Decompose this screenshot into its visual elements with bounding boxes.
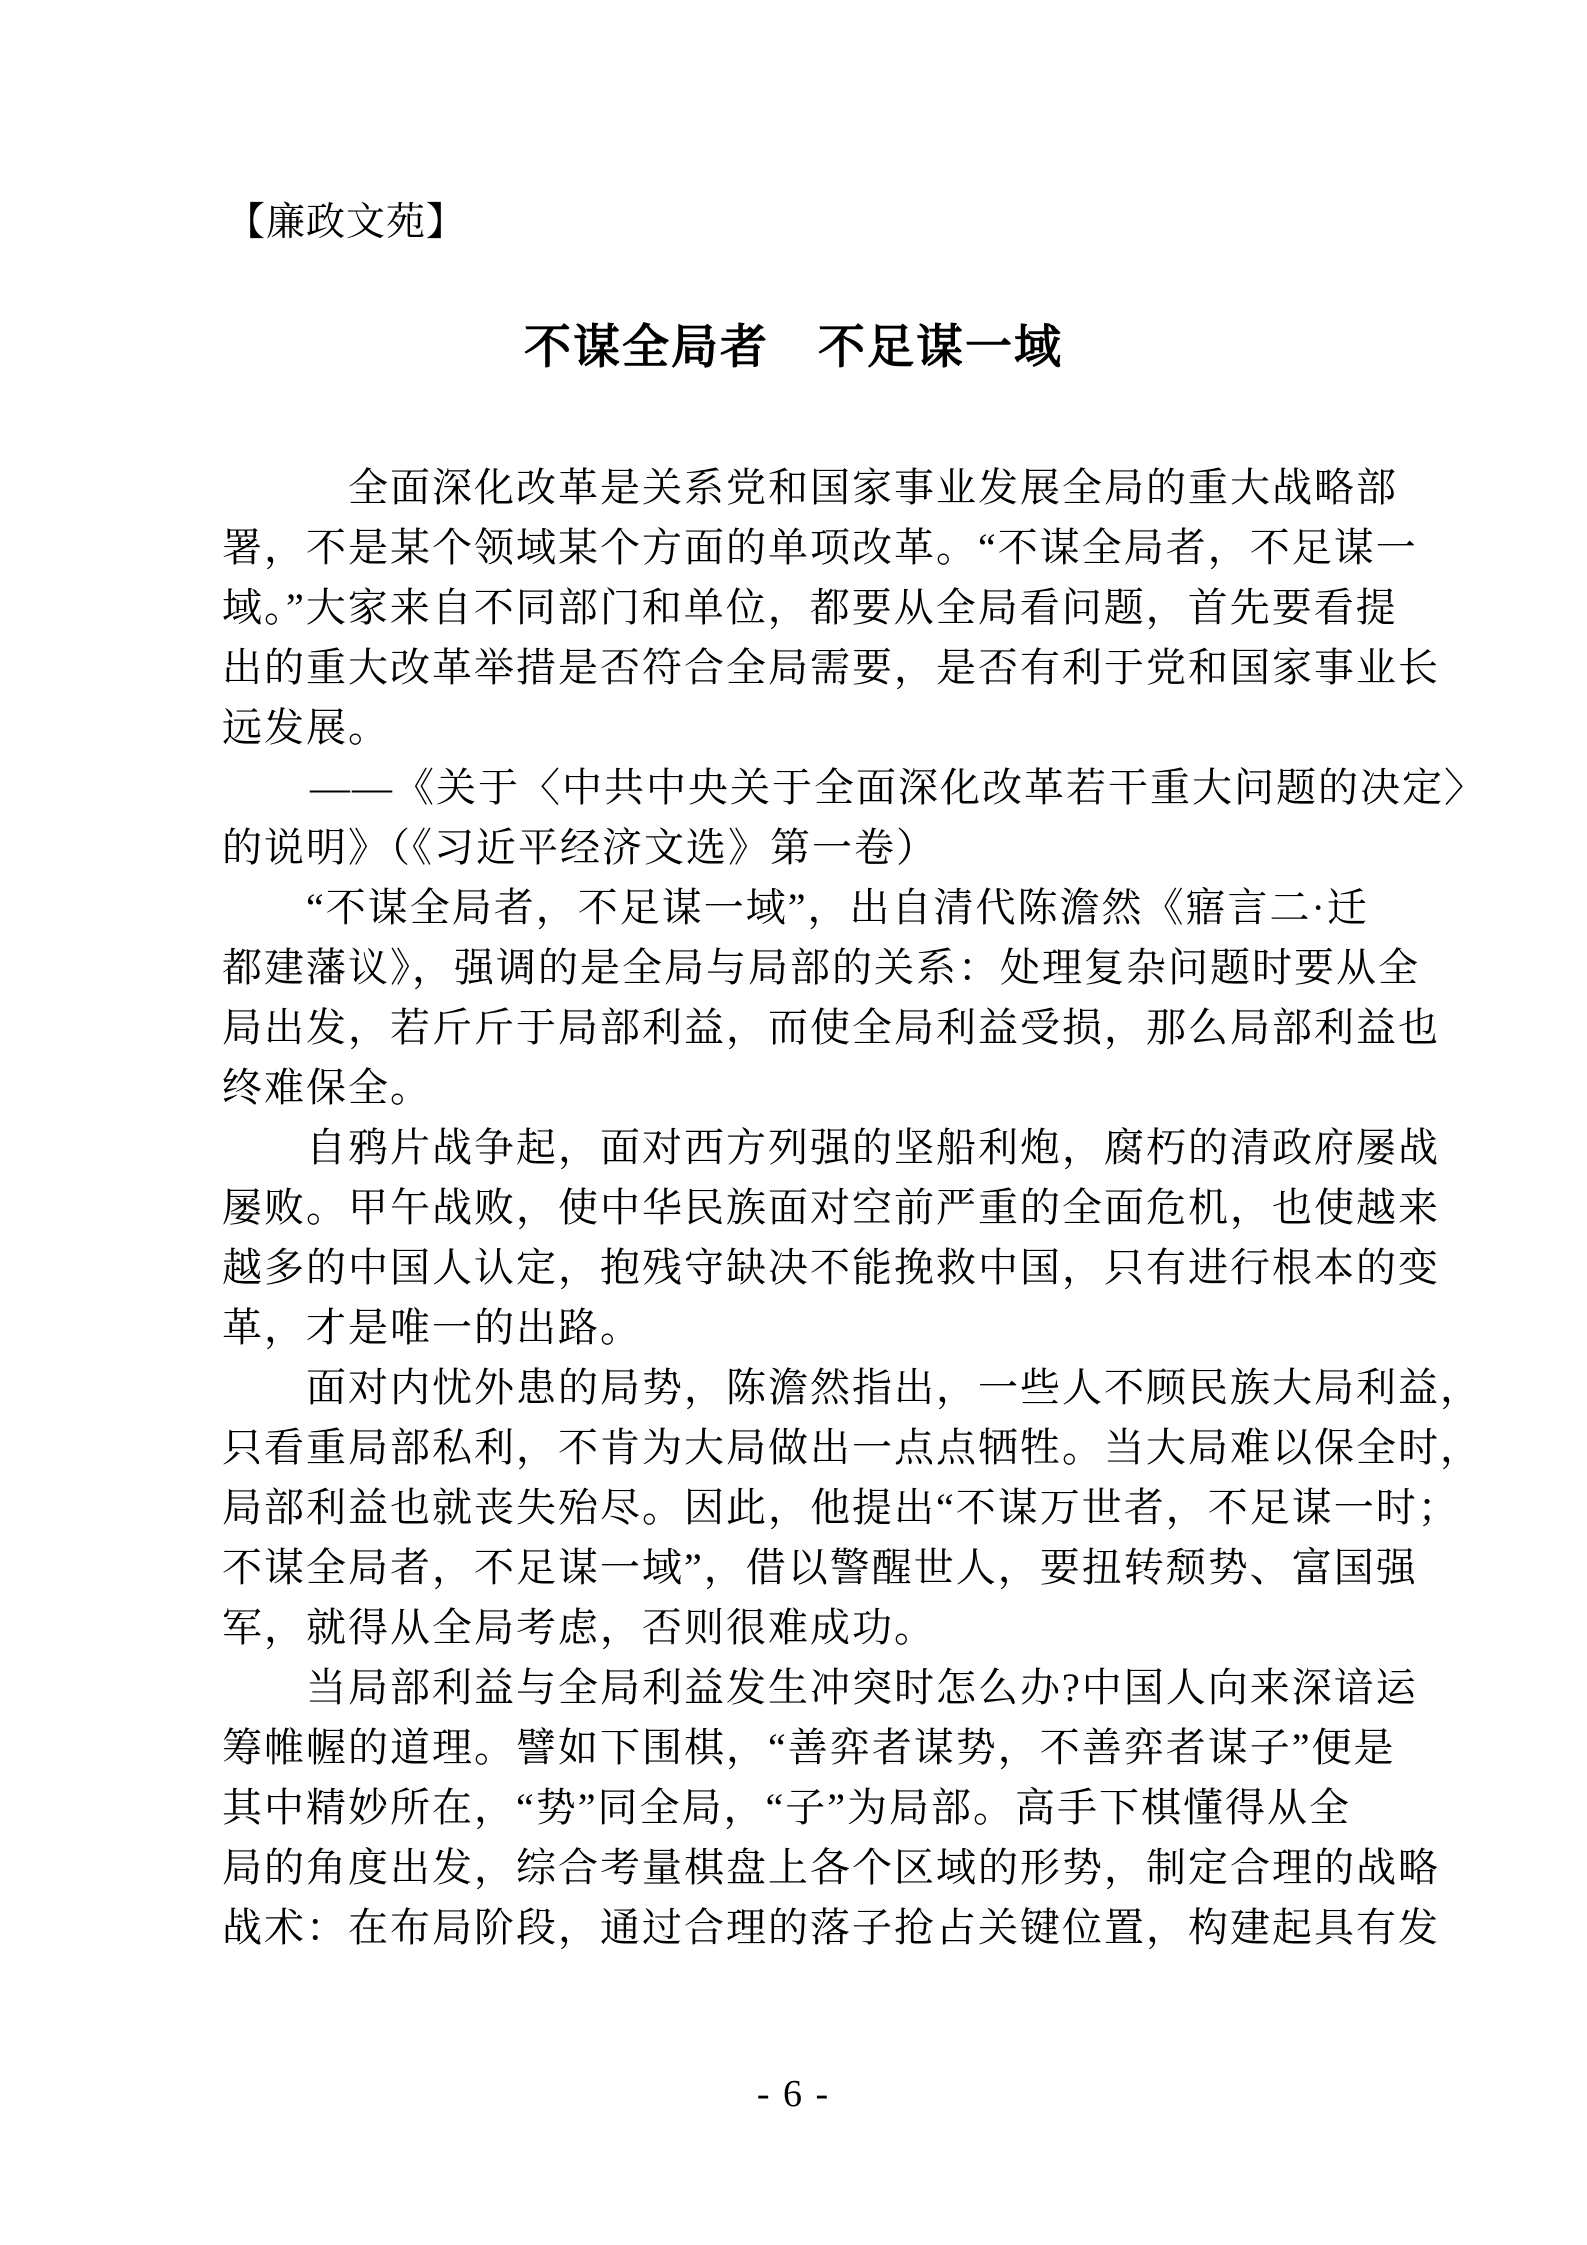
text-line: 全面深化改革是关系党和国家事业发展全局的重大战略部 bbox=[348, 465, 1398, 510]
text-line: 都建藩议》，强调的是全局与局部的关系：处理复杂问题时要从全 bbox=[222, 945, 1420, 990]
text-line: “不谋全局者，不足谋一域”，出自清代陈澹然《寤言二·迁 bbox=[306, 885, 1369, 930]
text-line: 当局部利益与全局利益发生冲突时怎么办?中国人向来深谙运 bbox=[306, 1665, 1418, 1710]
paragraph bbox=[222, 1118, 1502, 1358]
text-line: 的说明》（《习近平经济文选》第一卷） bbox=[222, 825, 938, 870]
article-body bbox=[222, 458, 1502, 1958]
text-line: 革，才是唯一的出路。 bbox=[222, 1305, 642, 1350]
article-title: 不谋全局者 不足谋一域 bbox=[524, 322, 1063, 374]
text-line: 屡败。甲午战败，使中华民族面对空前严重的全面危机，也使越来 bbox=[222, 1185, 1440, 1230]
text-line: 远发展。 bbox=[222, 705, 390, 750]
text-line: ——《关于〈中共中央关于全面深化改革若干重大问题的决定〉 bbox=[310, 765, 1486, 810]
text-line: 战术：在布局阶段，通过合理的落子抢占关键位置，构建起具有发 bbox=[222, 1905, 1440, 1950]
page-number: - 6 - bbox=[756, 2073, 831, 2115]
text-line: 出的重大改革举措是否符合全局需要，是否有利于党和国家事业长 bbox=[222, 645, 1440, 690]
text-line: 不谋全局者，不足谋一域”，借以警醒世人，要扭转颓势、富国强 bbox=[222, 1545, 1418, 1590]
paragraph bbox=[222, 758, 1502, 878]
text-line: 越多的中国人认定，抱残守缺决不能挽救中国，只有进行根本的变 bbox=[222, 1245, 1440, 1290]
text-line: 面对内忧外患的局势，陈澹然指出，一些人不顾民族大局利益， bbox=[306, 1365, 1482, 1410]
paragraph bbox=[222, 1658, 1502, 1958]
text-line: 军，就得从全局考虑，否则很难成功。 bbox=[222, 1605, 936, 1650]
text-line: 局部利益也就丧失殆尽。因此，他提出“不谋万世者，不足谋一时； bbox=[222, 1485, 1460, 1530]
text-line: 其中精妙所在，“势”同全局，“子”为局部。高手下棋懂得从全 bbox=[222, 1785, 1352, 1830]
text-line: 筹帷幄的道理。譬如下围棋，“善弈者谋势，不善弈者谋子”便是 bbox=[222, 1725, 1396, 1770]
text-line: 终难保全。 bbox=[222, 1065, 432, 1110]
text-line: 域。”大家来自不同部门和单位，都要从全局看问题，首先要看提 bbox=[222, 585, 1398, 630]
text-line: 署，不是某个领域某个方面的单项改革。“不谋全局者，不足谋一 bbox=[222, 525, 1418, 570]
paragraph bbox=[222, 458, 1502, 758]
text-line: 局出发，若斤斤于局部利益，而使全局利益受损，那么局部利益也 bbox=[222, 1005, 1440, 1050]
paragraph bbox=[222, 878, 1502, 1118]
section-header: 【廉政文苑】 bbox=[226, 201, 467, 244]
text-line: 自鸦片战争起，面对西方列强的坚船利炮，腐朽的清政府屡战 bbox=[306, 1125, 1440, 1170]
text-line: 只看重局部私利，不肯为大局做出一点点牺牲。当大局难以保全时， bbox=[222, 1425, 1482, 1470]
paragraph bbox=[222, 1358, 1502, 1658]
text-line: 局的角度出发，综合考量棋盘上各个区域的形势，制定合理的战略 bbox=[222, 1845, 1440, 1890]
